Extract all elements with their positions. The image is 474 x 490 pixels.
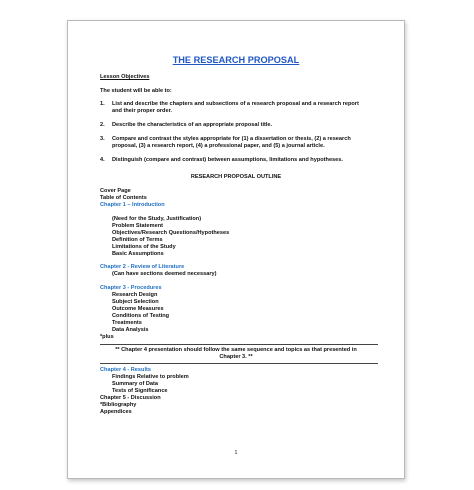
objective-number: 2. — [100, 122, 105, 128]
objective-number: 1. — [100, 101, 105, 107]
outline-bibliography: *Bibliography — [100, 402, 137, 408]
chapter-1-item: Limitations of the Study — [112, 244, 176, 250]
chapter-3-item: Treatments — [112, 320, 142, 326]
document-title: THE RESEARCH PROPOSAL — [172, 55, 300, 65]
chapter-3-item: Outcome Measures — [112, 306, 164, 312]
outline-toc: Table of Contents — [100, 195, 147, 201]
chapter-4-item: Findings Relative to problem — [112, 374, 189, 380]
divider-bottom — [100, 363, 378, 364]
chapter-4-heading: Chapter 4 - Results — [100, 367, 151, 373]
chapter-1-item: Definition of Terms — [112, 237, 163, 243]
chapter-1-item: Problem Statement — [112, 223, 163, 229]
chapter-1-item: (Need for the Study, Justification) — [112, 216, 202, 222]
objective-number: 4. — [100, 157, 105, 163]
chapter-4-item: Summary of Data — [112, 381, 159, 387]
page-number: 1 — [234, 450, 238, 456]
chapter-3-item: Subject Selection — [112, 299, 159, 305]
objective-text: Describe the characteristics of an appropriate proposal title. — [112, 122, 273, 128]
chapter-3-item: Research Design — [112, 292, 158, 298]
chapter-1-item: Basic Assumptions — [112, 251, 164, 257]
lesson-objectives-heading: Lesson Objectives — [100, 74, 150, 80]
chapter-1-heading: Chapter 1 – Introduction — [100, 202, 165, 208]
divider-top — [100, 344, 378, 345]
chapter-4-note: Chapter 3. ** — [219, 354, 253, 360]
chapter-2-item: (Can have sections deemed necessary) — [112, 271, 217, 277]
chapter-3-item: Conditions of Testing — [112, 313, 170, 319]
objective-text: List and describe the chapters and subsections of a research proposal and a research report — [112, 101, 359, 107]
outline-cover-page: Cover Page — [100, 188, 131, 194]
outline-heading: RESEARCH PROPOSAL OUTLINE — [190, 174, 282, 180]
chapter-4-item: Tests of Significance — [112, 388, 168, 394]
chapter-3-item: Data Analysis — [112, 327, 149, 333]
objective-text: Compare and contrast the styles appropriate for (1) a dissertation or thesis, (2) a research — [112, 136, 351, 142]
document-page — [67, 20, 405, 479]
intro-text: The student will be able to: — [100, 88, 172, 94]
objective-text: Distinguish (compare and contrast) between assumptions, limitations and hypotheses. — [112, 157, 343, 163]
objective-text: proposal, (3) a research report, (4) a professional paper, and (5) a journal article. — [112, 143, 325, 149]
chapter-5-heading: Chapter 5 - Discussion — [100, 395, 161, 401]
chapter-3-heading: Chapter 3 - Procedures — [100, 285, 162, 291]
chapter-4-note: ** Chapter 4 presentation should follow the same sequence and topics as that presented in — [115, 347, 357, 353]
chapter-2-heading: Chapter 2 - Review of Literature — [100, 264, 185, 270]
objective-text: and their proper order. — [112, 108, 172, 114]
outline-plus: *plus — [100, 334, 114, 340]
objective-number: 3. — [100, 136, 105, 142]
outline-appendices: Appendices — [100, 409, 132, 415]
chapter-1-item: Objectives/Research Questions/Hypotheses — [112, 230, 230, 236]
